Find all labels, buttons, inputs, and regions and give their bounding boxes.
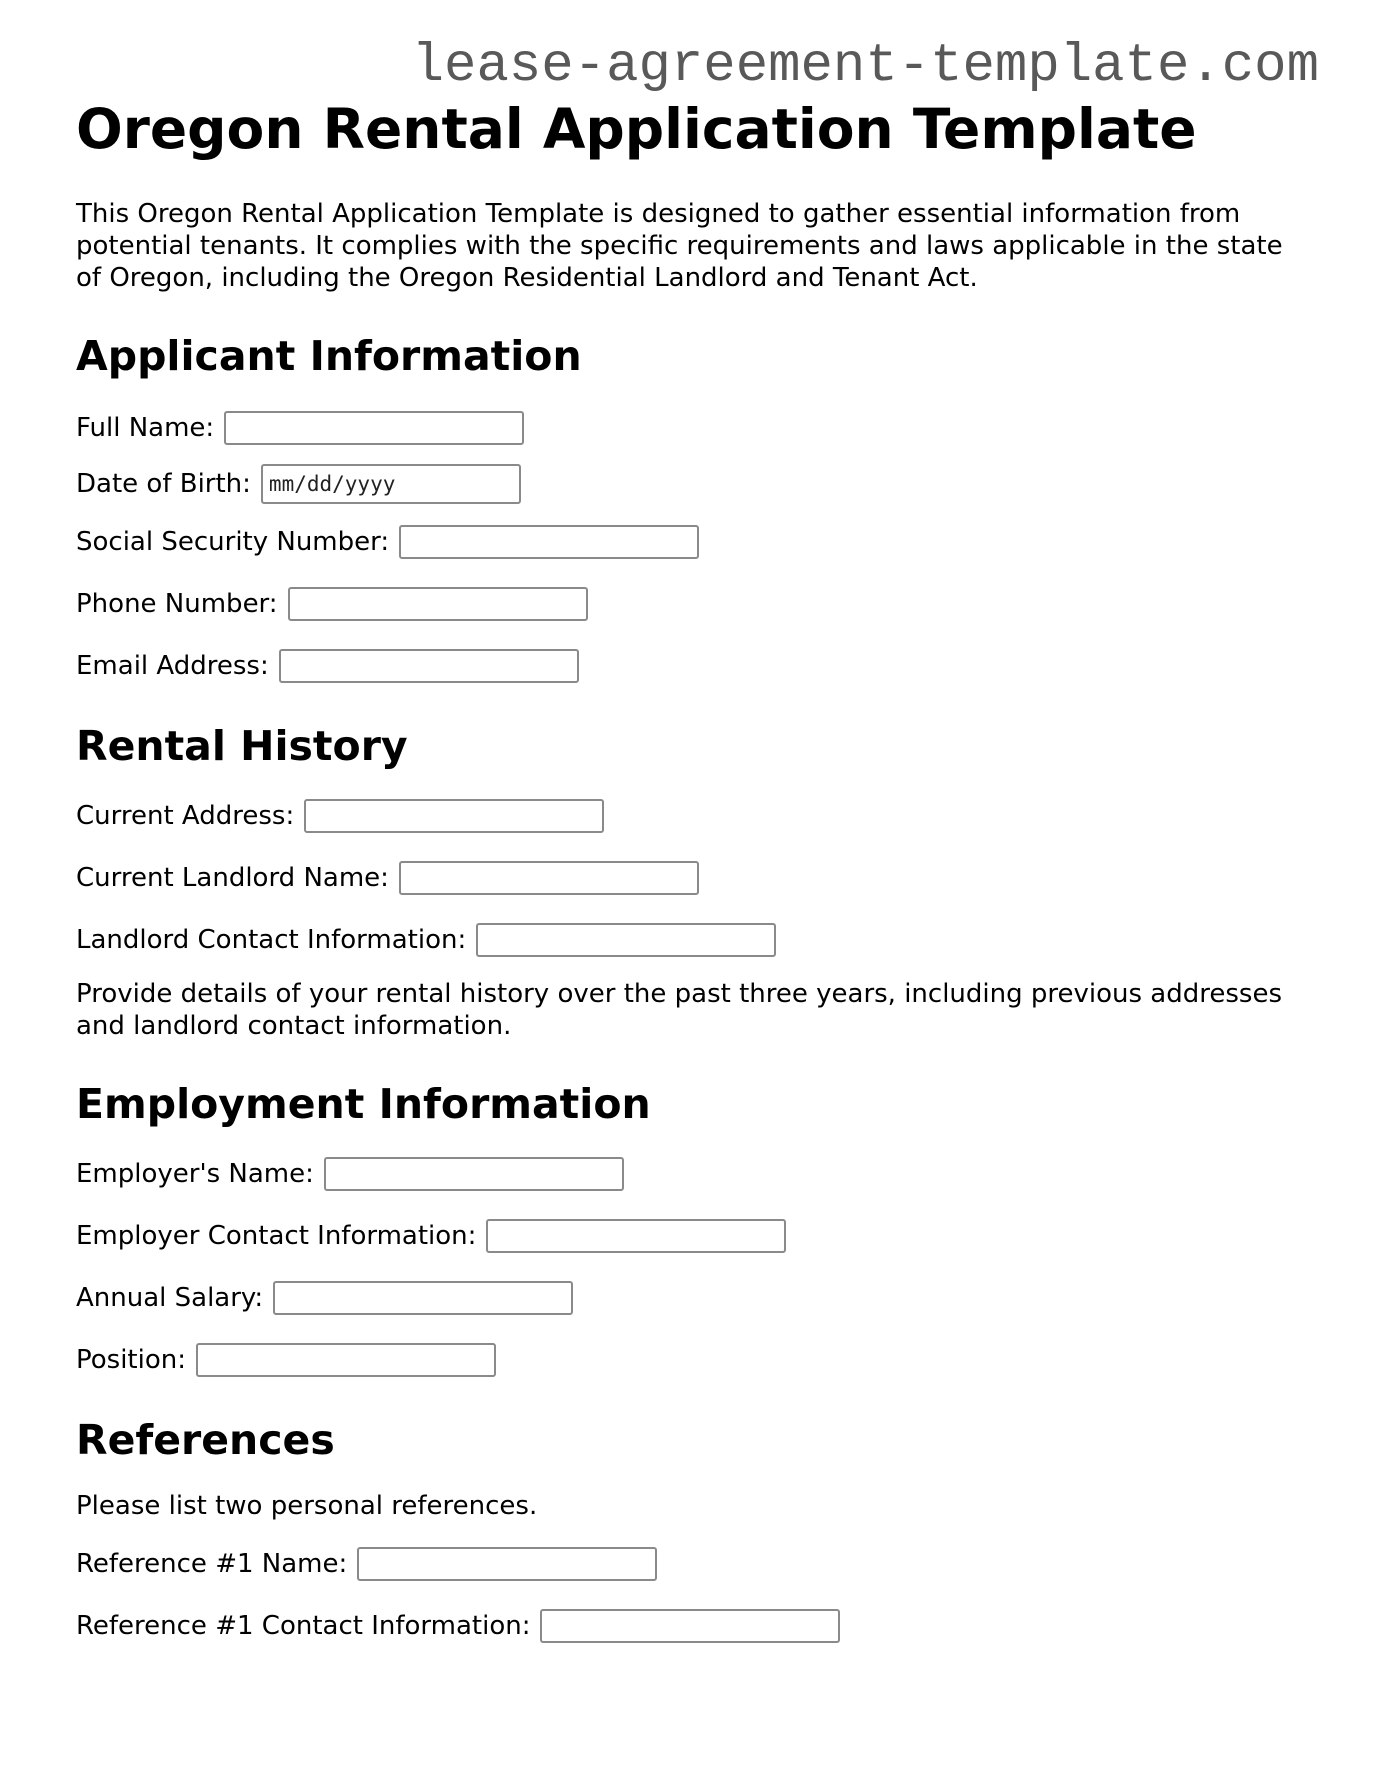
field-reference-1-contact: [76, 1608, 1306, 1644]
ssn-input[interactable]: [399, 525, 699, 559]
rental-history-note: Provide details of your rental history over the past three years, including previous addresses and landlord contact information.: [76, 979, 1282, 1041]
annual-salary-input[interactable]: [273, 1281, 573, 1315]
employer-contact-input[interactable]: [486, 1219, 786, 1253]
employer-name-input[interactable]: [324, 1157, 624, 1191]
date-of-birth-label: Date of Birth:: [76, 469, 251, 499]
position-input[interactable]: [196, 1343, 496, 1377]
field-email: [76, 648, 1306, 684]
reference-1-contact-input[interactable]: [540, 1609, 840, 1643]
current-landlord-input[interactable]: [399, 861, 699, 895]
form-document: [76, 96, 1306, 1644]
full-name-input[interactable]: [224, 411, 524, 445]
reference-1-name-input[interactable]: [357, 1547, 657, 1581]
field-date-of-birth: [76, 466, 1306, 502]
field-current-address: [76, 798, 1306, 834]
field-landlord-contact: [76, 922, 1306, 958]
section-heading-rental-history: Rental History: [76, 722, 408, 770]
annual-salary-label: Annual Salary:: [76, 1283, 264, 1313]
phone-label: Phone Number:: [76, 589, 278, 619]
field-position: [76, 1342, 1306, 1378]
employer-name-label: Employer's Name:: [76, 1159, 314, 1189]
reference-1-contact-label: Reference #1 Contact Information:: [76, 1611, 531, 1641]
phone-input[interactable]: [288, 587, 588, 621]
current-landlord-label: Current Landlord Name:: [76, 863, 389, 893]
site-watermark: lease-agreement-template.com: [411, 36, 1319, 97]
field-current-landlord: [76, 860, 1306, 896]
field-ssn: [76, 524, 1306, 560]
intro-paragraph: This Oregon Rental Application Template is designed to gather essential information from potential tenants. It complies with the specific requirements and laws applicable in the state of Oregon, including the Oregon Residential Landlord and Tenant Act.: [76, 199, 1283, 293]
employer-contact-label: Employer Contact Information:: [76, 1221, 477, 1251]
section-heading-references: References: [76, 1416, 335, 1464]
field-phone: [76, 586, 1306, 622]
field-reference-1-name: [76, 1546, 1306, 1582]
field-annual-salary: [76, 1280, 1306, 1316]
position-label: Position:: [76, 1345, 186, 1375]
current-address-input[interactable]: [304, 799, 604, 833]
section-heading-employment: Employment Information: [76, 1080, 651, 1128]
field-employer-contact: [76, 1218, 1306, 1254]
current-address-label: Current Address:: [76, 801, 295, 831]
landlord-contact-label: Landlord Contact Information:: [76, 925, 467, 955]
date-of-birth-input[interactable]: [261, 464, 521, 504]
page-title: Oregon Rental Application Template: [76, 97, 1197, 161]
email-label: Email Address:: [76, 651, 269, 681]
references-note: Please list two personal references.: [76, 1491, 538, 1521]
full-name-label: Full Name:: [76, 413, 215, 443]
ssn-label: Social Security Number:: [76, 527, 390, 557]
field-employer-name: [76, 1156, 1306, 1192]
section-heading-applicant: Applicant Information: [76, 332, 582, 380]
email-input[interactable]: [279, 649, 579, 683]
field-full-name: [76, 410, 1306, 446]
landlord-contact-input[interactable]: [476, 923, 776, 957]
reference-1-name-label: Reference #1 Name:: [76, 1549, 348, 1579]
